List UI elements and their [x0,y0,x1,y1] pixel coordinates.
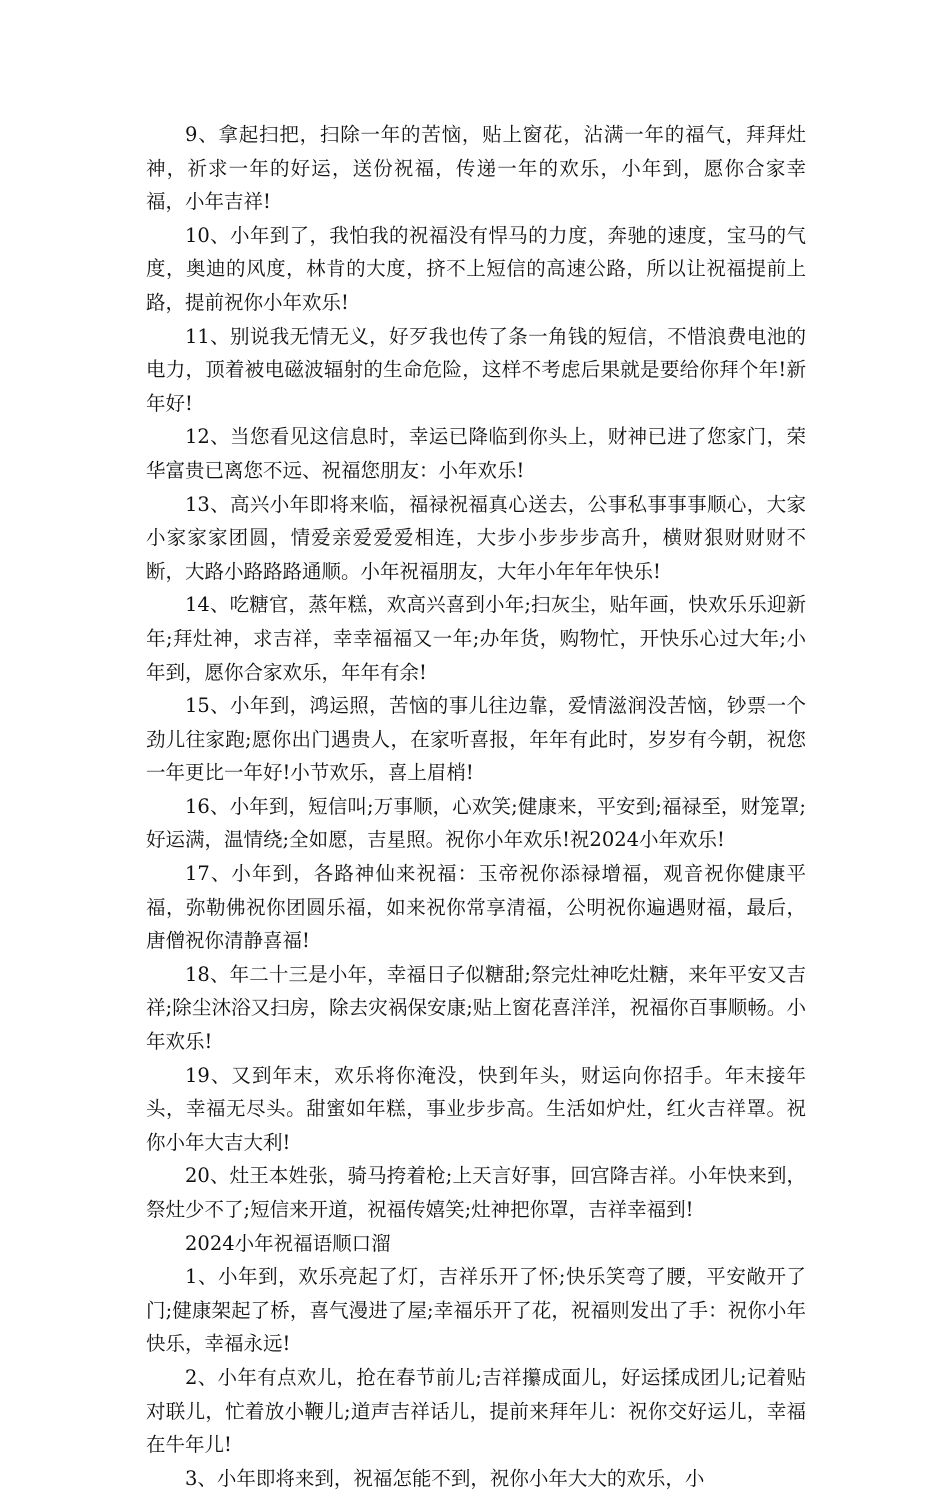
paragraph-9: 9、拿起扫把，扫除一年的苦恼，贴上窗花，沾满一年的福气，拜拜灶神，祈求一年的好运，送份祝福，传递一年的欢乐，小年到，愿你合家幸福，小年吉祥! [146,123,806,214]
verse-1: 1、小年到，欢乐亮起了灯，吉祥乐开了怀;快乐笑弯了腰，平安敞开了门;健康架起了桥，喜气漫进了屋;幸福乐开了花，祝福则发出了手：祝你小年快乐，幸福永远! [146,1265,806,1356]
paragraph-15: 15、小年到，鸿运照，苦恼的事儿往边靠，爱情滋润没苦恼，钞票一个劲儿往家跑;愿你出门遇贵人，在家听喜报，年年有此时，岁岁有今朝，祝您一年更比一年好!小节欢乐，喜上眉梢! [146,694,806,785]
paragraph-13: 13、高兴小年即将来临，福禄祝福真心送去，公事私事事事顺心，大家小家家家团圆，情爱亲爱爱爱相连，大步小步步步高升，横财狠财财财不断，大路小路路路通顺。小年祝福朋友，大年小年年年快乐! [146,492,806,583]
document-body [146,118,806,1495]
paragraph-16: 16、小年到，短信叫;万事顺，心欢笑;健康来，平安到;福禄至，财笼罩;好运满，温情绕;全如愿，吉星照。祝你小年欢乐!祝2024小年欢乐! [146,794,806,852]
paragraph-12: 12、当您看见这信息时，幸运已降临到你头上，财神已进了您家门，荣华富贵已离您不远、祝福您朋友：小年欢乐! [146,425,806,482]
paragraph-18: 18、年二十三是小年，幸福日子似糖甜;祭完灶神吃灶糖，来年平安又吉祥;除尘沐浴又扫房，除去灾祸保安康;贴上窗花喜洋洋，祝福你百事顺畅。小年欢乐! [146,962,806,1054]
paragraph-17: 17、小年到，各路神仙来祝福：玉帝祝你添禄增福，观音祝你健康平福，弥勒佛祝你团圆乐福，如来祝你常享清福，公明祝你遍遇财福，最后，唐僧祝你清静喜福! [146,862,806,953]
section-heading: 2024小年祝福语顺口溜 [185,1231,391,1255]
paragraph-11: 11、别说我无情无义，好歹我也传了条一角钱的短信，不惜浪费电池的电力，顶着被电磁波辐射的生命危险，这样不考虑后果就是要给你拜个年!新年好! [146,324,806,415]
verse-2: 2、小年有点欢儿，抢在春节前儿;吉祥攥成面儿，好运揉成团儿;记着贴对联儿，忙着放小鞭儿;道声吉祥话儿，提前来拜年儿：祝你交好运儿，幸福在牛年儿! [146,1365,806,1457]
paragraph-20: 20、灶王本姓张，骑马挎着枪;上天言好事，回宫降吉祥。小年快来到，祭灶少不了;短信来开道，祝福传嬉笑;灶神把你罩，吉祥幸福到! [146,1164,806,1221]
paragraph-19: 19、又到年末，欢乐将你淹没，快到年头，财运向你招手。年末接年头，幸福无尽头。甜蜜如年糕，事业步步高。生活如炉灶，红火吉祥罩。祝你小年大吉大利! [146,1063,806,1154]
verse-3: 3、小年即将来到，祝福怎能不到，祝你小年大大的欢乐，小 [185,1466,705,1490]
paragraph-10: 10、小年到了，我怕我的祝福没有悍马的力度，奔驰的速度，宝马的气度，奥迪的风度，林肯的大度，挤不上短信的高速公路，所以让祝福提前上路，提前祝你小年欢乐! [146,223,806,314]
paragraph-14: 14、吃糖官，蒸年糕，欢高兴喜到小年;扫灰尘，贴年画，快欢乐乐迎新年;拜灶神，求吉祥，幸幸福福又一年;办年货，购物忙，开快乐心过大年;小年到，愿你合家欢乐，年年有余! [146,593,806,684]
